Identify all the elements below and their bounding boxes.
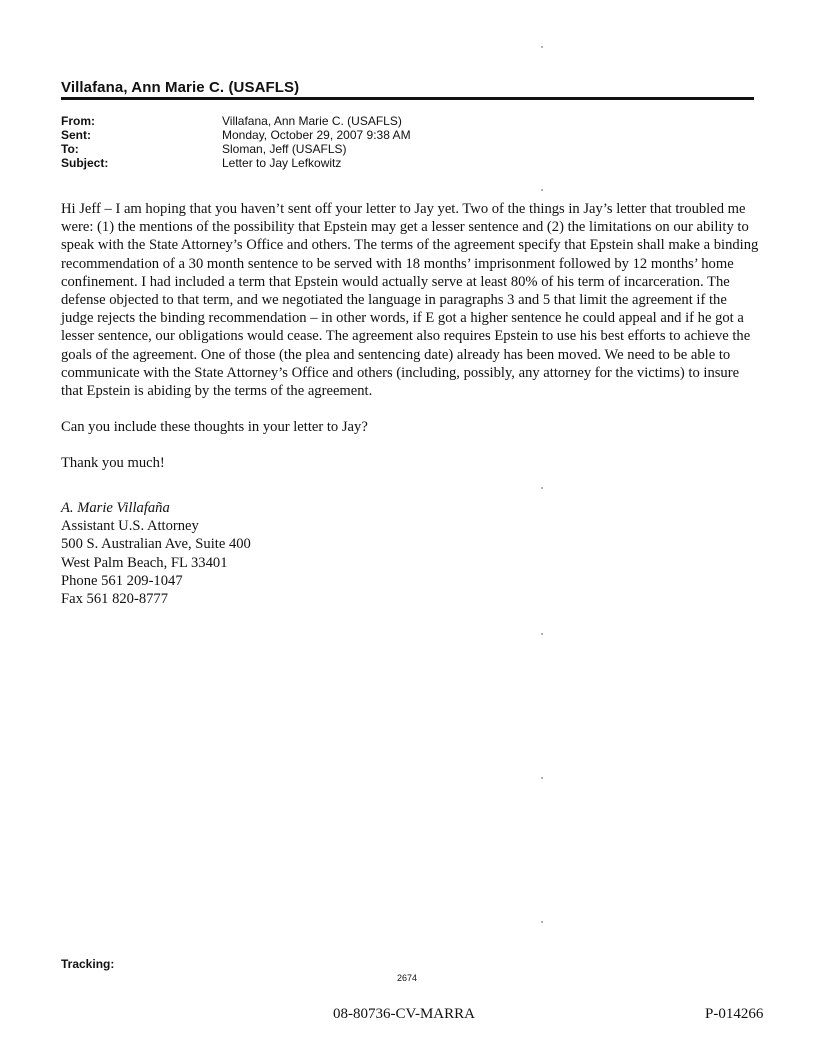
heading-rule: [61, 97, 754, 100]
case-number: 08-80736-CV-MARRA: [333, 1006, 475, 1022]
header-label: From:: [61, 114, 95, 128]
header-row-subject: [61, 156, 411, 170]
header-value: Villafana, Ann Marie C. (USAFLS): [222, 114, 402, 128]
scan-speck: [541, 633, 543, 635]
signature-phone: Phone 561 209-1047: [61, 572, 183, 589]
header-value: Letter to Jay Lefkowitz: [222, 156, 342, 170]
signature-address-line1: 500 S. Australian Ave, Suite 400: [61, 536, 251, 553]
email-header-table: [61, 114, 411, 170]
email-body: [61, 200, 761, 491]
header-row-to: [61, 142, 411, 156]
body-paragraph: Hi Jeff – I am hoping that you haven’t sent off your letter to Jay yet. Two of the things in Jay’s letter that troubled me were: (1) the mentions of the possibility that Epstein may get a lesser sentence and (2) the limitations on our ability to speak with the State Attorney’s Office and others. The terms of the agreement specify that Epstein shall make a binding recommendation of a 30 month sentence to be served with 18 months’ imprisonment followed by 12 months’ home confinement. I had included a term that Epstein would actually serve at least 80% of his term of incarceration. The defense objected to that term, and we negotiated the language in paragraphs 3 and 5 that limit the agreement if the judge rejects the binding recommendation – in other words, if E got a higher sentence he could appeal and if he got a lesser sentence, our obligations would cease. The agreement also requires Epstein to use his best efforts to achieve the goals of the agreement. One of those (the plea and sentencing date) already has been moved. We need to be able to communicate with the State Attorney’s Office and others (including, possibly, any attorney for the victims) to insure that Epstein is abiding by the terms of the agreement.: [61, 201, 759, 400]
tracking-label: Tracking:: [61, 957, 115, 971]
page-number: 2674: [397, 973, 418, 983]
scan-speck: [541, 46, 543, 48]
header-label: Subject:: [61, 156, 109, 170]
signature-fax: Fax 561 820-8777: [61, 591, 169, 608]
body-paragraph: Can you include these thoughts in your letter to Jay?: [61, 419, 368, 436]
bates-number: P-014266: [705, 1006, 764, 1022]
scan-speck: [541, 921, 543, 923]
header-row-sent: [61, 128, 411, 142]
scan-speck: [541, 487, 543, 489]
signature-address-line2: West Palm Beach, FL 33401: [61, 554, 228, 571]
header-label: Sent:: [61, 128, 91, 142]
signature-title: Assistant U.S. Attorney: [61, 518, 199, 535]
header-value: Monday, October 29, 2007 9:38 AM: [222, 128, 411, 142]
scan-speck: [541, 777, 543, 779]
header-value: Sloman, Jeff (USAFLS): [222, 142, 347, 156]
sender-heading: Villafana, Ann Marie C. (USAFLS): [61, 79, 300, 96]
scan-speck: [541, 189, 543, 191]
signature-name: A. Marie Villafaña: [61, 500, 170, 516]
header-label: To:: [61, 142, 79, 156]
body-paragraph: Thank you much!: [61, 455, 165, 472]
header-row-from: [61, 114, 411, 128]
signature-block: [61, 499, 251, 608]
